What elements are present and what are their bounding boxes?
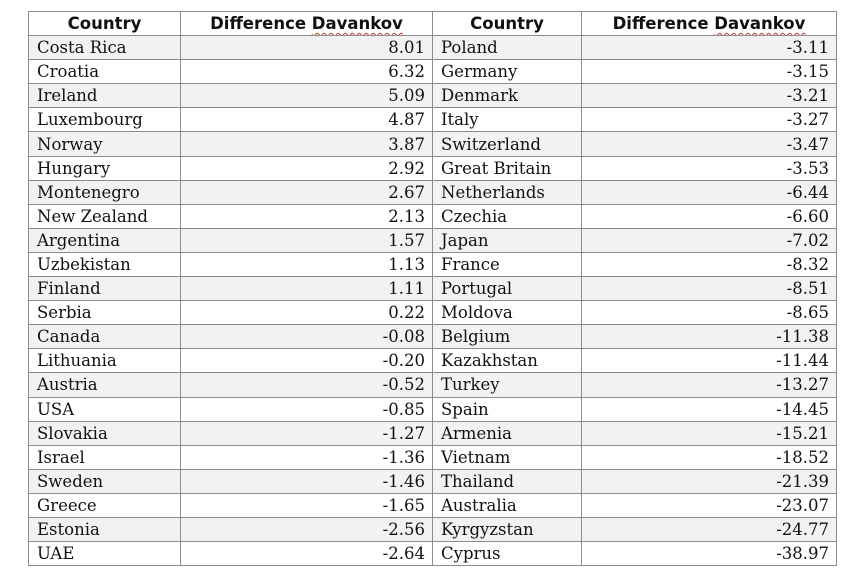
header-difference-prefix: Difference xyxy=(210,14,312,34)
right-value-cell: -13.27 xyxy=(582,373,837,397)
right-country-cell: Japan xyxy=(433,228,582,252)
header-country-right: Country xyxy=(433,12,582,36)
left-value-cell: 2.67 xyxy=(181,180,433,204)
table-row xyxy=(29,108,837,132)
right-value-cell: -38.97 xyxy=(582,542,837,566)
left-country-cell: Canada xyxy=(29,325,181,349)
table-row xyxy=(29,542,837,566)
table-body xyxy=(29,36,837,566)
right-country-cell: Czechia xyxy=(433,204,582,228)
header-country-left: Country xyxy=(29,12,181,36)
right-value-cell: -24.77 xyxy=(582,517,837,541)
right-value-cell: -3.21 xyxy=(582,84,837,108)
right-value-cell: -6.44 xyxy=(582,180,837,204)
left-value-cell: -1.46 xyxy=(181,469,433,493)
table-row xyxy=(29,36,837,60)
table-row xyxy=(29,228,837,252)
left-country-cell: Israel xyxy=(29,445,181,469)
right-country-cell: Vietnam xyxy=(433,445,582,469)
left-value-cell: -1.65 xyxy=(181,493,433,517)
left-value-cell: -1.36 xyxy=(181,445,433,469)
left-value-cell: -1.27 xyxy=(181,421,433,445)
right-country-cell: Great Britain xyxy=(433,156,582,180)
right-country-cell: Thailand xyxy=(433,469,582,493)
right-country-cell: Turkey xyxy=(433,373,582,397)
right-value-cell: -11.38 xyxy=(582,325,837,349)
header-difference-left xyxy=(181,12,433,36)
right-value-cell: -7.02 xyxy=(582,228,837,252)
right-country-cell: Moldova xyxy=(433,301,582,325)
right-country-cell: Cyprus xyxy=(433,542,582,566)
results-table-container xyxy=(28,11,837,566)
right-country-cell: Belgium xyxy=(433,325,582,349)
right-value-cell: -8.65 xyxy=(582,301,837,325)
header-difference-right xyxy=(582,12,837,36)
table-row xyxy=(29,445,837,469)
right-country-cell: Italy xyxy=(433,108,582,132)
table-row xyxy=(29,493,837,517)
left-country-cell: Greece xyxy=(29,493,181,517)
header-row xyxy=(29,12,837,36)
left-value-cell: 4.87 xyxy=(181,108,433,132)
left-value-cell: -2.64 xyxy=(181,542,433,566)
table-row xyxy=(29,301,837,325)
left-country-cell: Slovakia xyxy=(29,421,181,445)
left-country-cell: Hungary xyxy=(29,156,181,180)
table-row xyxy=(29,204,837,228)
left-country-cell: Lithuania xyxy=(29,349,181,373)
right-value-cell: -8.32 xyxy=(582,252,837,276)
right-value-cell: -3.27 xyxy=(582,108,837,132)
table-row xyxy=(29,252,837,276)
table-row xyxy=(29,60,837,84)
header-difference-name: Davankov xyxy=(714,14,806,34)
right-value-cell: -3.15 xyxy=(582,60,837,84)
left-country-cell: Finland xyxy=(29,277,181,301)
left-value-cell: 0.22 xyxy=(181,301,433,325)
right-country-cell: Portugal xyxy=(433,277,582,301)
left-country-cell: Argentina xyxy=(29,228,181,252)
left-value-cell: 1.11 xyxy=(181,277,433,301)
left-country-cell: Uzbekistan xyxy=(29,252,181,276)
right-country-cell: Germany xyxy=(433,60,582,84)
table-row xyxy=(29,469,837,493)
right-country-cell: Poland xyxy=(433,36,582,60)
header-difference-name: Davankov xyxy=(311,14,403,34)
right-country-cell: Denmark xyxy=(433,84,582,108)
right-country-cell: Switzerland xyxy=(433,132,582,156)
table-row xyxy=(29,397,837,421)
left-value-cell: -0.20 xyxy=(181,349,433,373)
table-row xyxy=(29,373,837,397)
right-country-cell: Armenia xyxy=(433,421,582,445)
table-row xyxy=(29,132,837,156)
right-value-cell: -3.11 xyxy=(582,36,837,60)
right-value-cell: -23.07 xyxy=(582,493,837,517)
left-value-cell: 8.01 xyxy=(181,36,433,60)
left-country-cell: New Zealand xyxy=(29,204,181,228)
header-difference-prefix: Difference xyxy=(612,14,715,34)
right-country-cell: France xyxy=(433,252,582,276)
left-value-cell: 6.32 xyxy=(181,60,433,84)
left-country-cell: Montenegro xyxy=(29,180,181,204)
table-row xyxy=(29,277,837,301)
left-country-cell: Estonia xyxy=(29,517,181,541)
left-country-cell: Serbia xyxy=(29,301,181,325)
left-country-cell: Sweden xyxy=(29,469,181,493)
left-value-cell: 2.13 xyxy=(181,204,433,228)
right-country-cell: Kyrgyzstan xyxy=(433,517,582,541)
table-row xyxy=(29,84,837,108)
right-value-cell: -6.60 xyxy=(582,204,837,228)
table-row xyxy=(29,156,837,180)
right-value-cell: -21.39 xyxy=(582,469,837,493)
table-row xyxy=(29,421,837,445)
left-country-cell: Croatia xyxy=(29,60,181,84)
right-value-cell: -14.45 xyxy=(582,397,837,421)
left-value-cell: -2.56 xyxy=(181,517,433,541)
left-country-cell: USA xyxy=(29,397,181,421)
left-country-cell: Austria xyxy=(29,373,181,397)
right-value-cell: -18.52 xyxy=(582,445,837,469)
left-value-cell: 1.13 xyxy=(181,252,433,276)
right-value-cell: -8.51 xyxy=(582,277,837,301)
left-value-cell: 5.09 xyxy=(181,84,433,108)
left-country-cell: Ireland xyxy=(29,84,181,108)
table-row xyxy=(29,180,837,204)
left-value-cell: -0.85 xyxy=(181,397,433,421)
right-country-cell: Spain xyxy=(433,397,582,421)
table-header xyxy=(29,12,837,36)
left-country-cell: Costa Rica xyxy=(29,36,181,60)
right-value-cell: -3.53 xyxy=(582,156,837,180)
right-country-cell: Kazakhstan xyxy=(433,349,582,373)
left-country-cell: Luxembourg xyxy=(29,108,181,132)
table-row xyxy=(29,517,837,541)
table-row xyxy=(29,325,837,349)
country-difference-table xyxy=(28,11,837,566)
left-country-cell: UAE xyxy=(29,542,181,566)
left-value-cell: 3.87 xyxy=(181,132,433,156)
right-country-cell: Australia xyxy=(433,493,582,517)
table-row xyxy=(29,349,837,373)
left-value-cell: 2.92 xyxy=(181,156,433,180)
right-value-cell: -11.44 xyxy=(582,349,837,373)
left-value-cell: -0.52 xyxy=(181,373,433,397)
left-value-cell: -0.08 xyxy=(181,325,433,349)
right-value-cell: -15.21 xyxy=(582,421,837,445)
left-value-cell: 1.57 xyxy=(181,228,433,252)
right-country-cell: Netherlands xyxy=(433,180,582,204)
right-value-cell: -3.47 xyxy=(582,132,837,156)
left-country-cell: Norway xyxy=(29,132,181,156)
